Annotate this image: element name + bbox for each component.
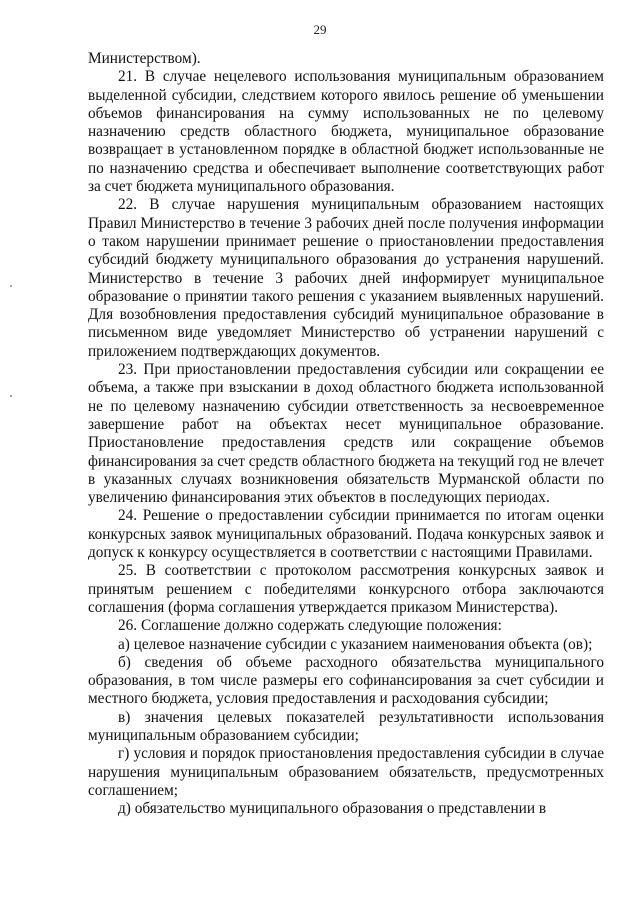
scan-dot [10, 285, 12, 287]
list-item-a: а) целевое назначение субсидии с указанием наименования объекта (ов); [118, 635, 593, 653]
paragraph-21: 21. В случае нецелевого использования муниципальным образованием выделенной субсидии, следствием которого явилось решение об уменьшении объемов финансирования на сумму использованных не по целевому назначению средств областного бюджета, муниципальное образование возвращает в установленном порядке в областной бюджет использованные не по назначению средства и обеспечивает выполнение соответствующих работ за счет бюджета муниципального образования. [88, 68, 604, 196]
paragraph-26: 26. Соглашение должно содержать следующие положения: [118, 617, 502, 635]
paragraph-continuation: Министерством). [88, 50, 201, 67]
paragraph-22: 22. В случае нарушения муниципальным образованием настоящих Правил Министерство в течение 3 рабочих дней после получения информации о таком нарушении принимает решение о приостановлении предоставления субсидий бюджету муниципального образования до устранения нарушений. Министерство в течение 3 рабочих дней информирует муниципальное образование о принятии такого решения с указанием выявленных нарушений. Для возобновления предоставления субсидий муниципальное образование в письменном виде уведомляет Министерство об устранении нарушений с приложением подтверждающих документов. [88, 196, 604, 360]
paragraph-25: 25. В соответствии с протоколом рассмотрения конкурсных заявок и принятым решением с победителями конкурсного отбора заключаются соглашения (форма соглашения утверждается приказом Министерства). [88, 562, 604, 616]
list-item-b: б) сведения об объеме расходного обязательства муниципального образования, в том числе размеры его софинансирования за счет субсидии и местного бюджета, условия предоставления и расходования субсидии; [88, 653, 604, 708]
list-item-g: г) условия и порядок приостановления предоставления субсидии в случае нарушения муниципальным образованием обязательств, предусмотренных соглашением; [88, 745, 604, 799]
page-number: 29 [313, 22, 327, 37]
list-item-v: в) значения целевых показателей результативности использования муниципальным образованием субсидии; [88, 708, 604, 744]
scan-dot [10, 395, 12, 397]
paragraph-23: 23. При приостановлении предоставления субсидии или сокращении ее объема, а также при взыскании в доход областного бюджета использованной не по целевому назначению субсидии ответственность за несвоевременное завершение работ на объектах несет муниципальное образование. Приостановление предоставления средств или сокращение объемов финансирования за счет средств областного бюджета на текущий год не влечет в указанных случаях возникновения обязательств Мурманской области по увеличению финансирования этих объектов в последующих периодах. [88, 361, 604, 507]
paragraph-24: 24. Решение о предоставлении субсидии принимается по итогам оценки конкурсных заявок муниципальных образований. Подача конкурсных заявок и допуск к конкурсу осуществляется в соответствии с настоящими Правилами. [88, 507, 604, 562]
document-body [88, 50, 604, 818]
list-item-d: д) обязательство муниципального образования о представлении в [118, 800, 547, 818]
